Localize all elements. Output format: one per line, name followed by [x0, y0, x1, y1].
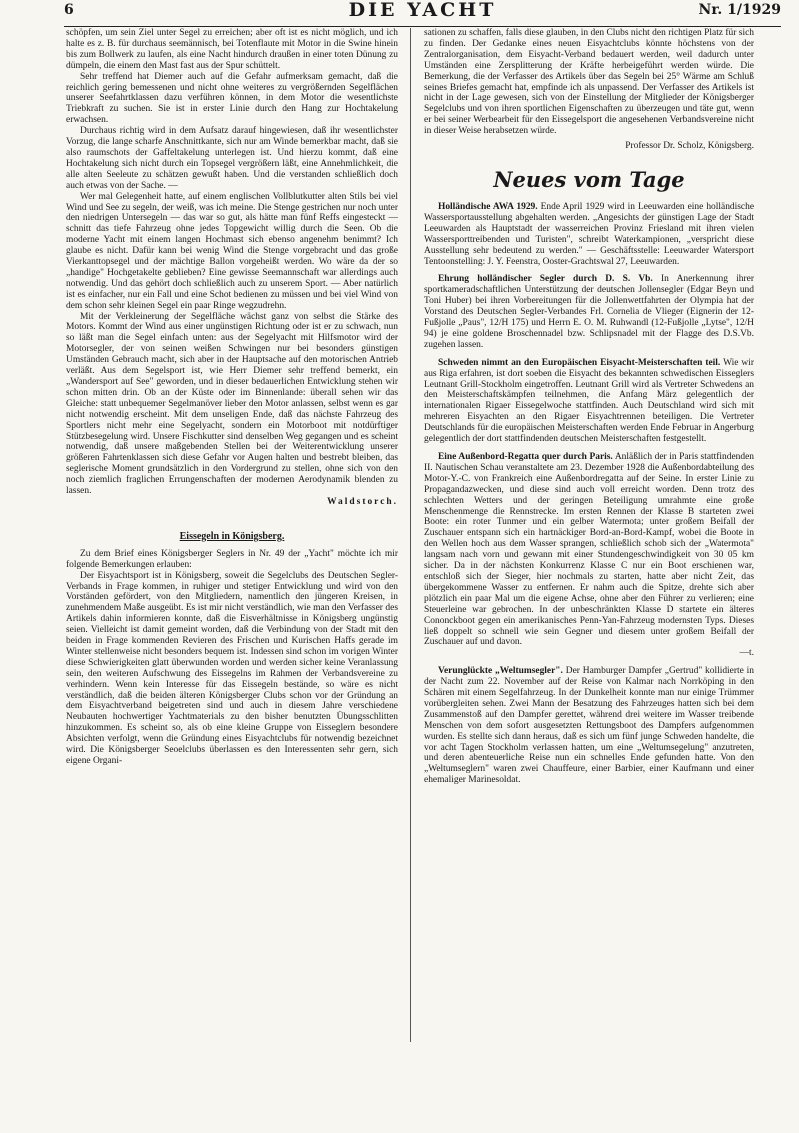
- news-item-body: Wie wir aus Riga erfahren, ist dort soeben die Eisyacht des bekannten schwedischen Eisseglers Leutnant Grill-Stockholm eingetroffen. Leutnant Grill wird als Vertreter Schwedens an den Meisterschaftskämpfen teilnehmen, die Anfang März gelegentlich der internationalen Rigaer Eissegelwoche stattfinden. Auch Deutschland wird sich mit mehreren Eisyachten an den Rigaer Eisyachtrennen beteiligen. Die Vertreter Deutschlands für die europäischen Meisterschaften werden Ende Februar in Angerburg gelegentlich der dort stattfindenden deutschen Meisterschaften festgestellt.: [424, 357, 755, 445]
- column-divider: [410, 28, 411, 1042]
- article-paragraph: Zu dem Brief eines Königsberger Seglers in Nr. 49 der „Yacht" möchte ich mir folgende Bemerkungen erlauben:: [66, 548, 398, 570]
- article-paragraph: Sehr treffend hat Diemer auch auf die Gefahr aufmerksam gemacht, daß die reichlich gering bemessenen und nicht ohne weiteres zu vergrößernden Segelflächen unserer Seefahrtklassen dazu verführen können, in dem Motor die wesentlichste Triebkraft zu suchen. Sie ist in erster Linie durch den Hang zur Hochtakelung erwachsen.: [66, 71, 398, 126]
- news-item-body: In Anerkennung ihrer sportkameradschaftlichen Unterstützung der deutschen Jollensegler (Edgar Beyn und Toni Huber) bei ihren Vorbereitungen für die Jollenwettfahrten der Olympia hat der Vorstand des Deutschen Segler-Verbandes Frl. Cornelia de Vlieger (Eignerin der 12-Fußjolle „Paus", 12/H 175) und Herrn E. O. M. Ruhwandl (12-Fußjolle „Lytse", 12/H 94) je eine goldene Broschennadel bzw. Schlipsnadel mit der Flagge des D.S.Vb. zugehen lassen.: [424, 274, 755, 350]
- news-item-body: Ende April 1929 wird in Leeuwarden eine holländische Wassersportausstellung abgehalten werden. „Angesichts der günstigen Lage der Stadt Leeuwarden als Hauptstadt der wasserreichen Provinz Friesland mit ihren vielen Wassersporttreibenden und Turisten", schreibt Waterkampionen, „verspricht diese Ausstellung sehr bedeutend zu werden." — Geschäftsstelle: Leeuwarder Watersport Tentoonstelling: J. Y. Feenstra, Ooster-Grachtswal 27, Leeuwarden.: [424, 201, 755, 267]
- article-paragraph: Mit der Verkleinerung der Segelfläche wächst ganz von selbst die Stärke des Motors. Kommt der Wind aus einer ungünstigen Richtung oder ist er zu schwach, nun so läßt man die Segel einfach unten: aus der Segelyacht mit Hilfsmotor wird der Motorsegler, der von seinen weißen Schwingen nur bei besonders günstigen Umständen Gebrauch macht, sich aber in der Hauptsache auf den motorischen Antrieb verläßt. Aus dem Segelsport ist, wie Herr Diemer sehr treffend bemerkt, ein „Wandersport auf See" geworden, und in dieser bedauerlichen Entwicklung stehen wir schon mitten drin. Ob an der Küste oder im Binnenlande: überall sehen wir das Gleiche: statt unbequemer Segelmanöver lieber den Motor anlassen, selbst wenn es gar nicht notwendig erscheint. Mit dem unseligen Ende, daß das nächste Fahrzeug des Sportlers nicht mehr eine Segelyacht, sondern ein Motorboot mit notdürftiger Stützbesegelung wird. Unsere Fischkutter sind denselben Weg gegangen und es scheint notwendig, daß unsere maßgebenden Stellen bei der Weiterentwicklung unserer größeren Fahrtenklassen sich diese Gefahr vor Augen halten und bestrebt bleiben, das seglerische Moment grundsätzlich in den Vordergrund zu stellen, ohne sich von den noch ziemlich fraglichen Errungenschaften der modernen Aerodynamik blenden zu lassen.: [66, 311, 398, 497]
- news-item-title: Holländische AWA 1929.: [438, 201, 538, 212]
- news-item: [424, 202, 754, 267]
- article-signature: Waldstorch.: [327, 496, 398, 507]
- article-paragraph: Wer mal Gelegenheit hatte, auf einem englischen Vollblutkutter alten Stils bei viel Wind und See zu segeln, der weiß, was ich meine. Die Stenge gestrichen nur noch unter den niedrigen Untersegeln — das war so gut, als hätte man fünf Reffs eingesteckt — schnitt das tiefe Fahrzeug ohne jedes Topgewicht willig durch die Seen. Ob die moderne Yacht mit einem langen Hochmast sich ebenso angenehm benimmt? Ich glaube es nicht. Dafür kann bei wenig Wind die Stenge vorgebracht und das große Vierkanttopsegel und der mächtige Ballon vorgeheißt werden. Wo wäre da der so „handige" Hochgetakelte geblieben? Eine gewisse Seemannschaft war allerdings auch notwendig. Und das gehört doch schließlich auch zu unserem Sport. — Aber natürlich ist es einfacher, nur ein Fall und eine Schot bedienen zu müssen und bei viel Wind von dem schon sehr kleinen Segel ein paar Ringe wegzudrehn.: [66, 191, 398, 311]
- right-column: [424, 28, 754, 786]
- page-number: 6: [64, 2, 74, 18]
- article-paragraph: Der Eisyachtsport ist in Königsberg, soweit die Segelclubs des Deutschen Segler-Verbands in Frage kommen, in ruhiger und stetiger Entwicklung und wird von den Vorständen gefördert, von den Mitgliedern, namentlich den jüngeren Kreisen, in zunehmendem Maße ausgeübt. Es ist mir nicht verständlich, wie man den Verfasser des Artikels dahin informieren konnte, daß die Eisverhältnisse in Königsberg ungünstig seien. Vielleicht ist damit gemeint worden, daß die Verbindung von der Stadt mit den beiden in Frage kommenden Revieren des Frischen und Kurischen Haffs gerade im Winter stellenweise nicht besonders bequem ist. Indessen sind schon im vorigen Winter diese Schwierigkeiten glatt überwunden worden und werden sicher keine Veranlassung sein, den weiteren Aufschwung des Eissegelns im Rahmen der Verbandsvereine zu verhindern. Wenn kein Interesse für das Eissegeln bestände, so wäre es nicht verständlich, daß die beiden älteren Königsberger Clubs schon vor der Gründung an dem Eisyachtverband beigetreten sind und auch in diesem Jahre verschiedene Neubauten hochwertiger Yachtmaterials zu den bisher benutzten Übungsschlitten hinzukommen. Es scheint so, als ob eine kleine Gruppe von Eisseglern besondere Absichten verfolgt, wenn die Gründung eines Eisyachtclubs für notwendig bezeichnet wird. Die Königsberger Seoelclubs überlassen es den Interessenten sehr gern, sich eigene Organi-: [66, 570, 398, 766]
- page-header: [64, 0, 781, 27]
- news-item-title: Schweden nimmt an den Europäischen Eisyacht-Meisterschaften teil.: [438, 357, 721, 368]
- article-end-mark: —t.: [739, 648, 754, 659]
- news-item: [424, 358, 754, 445]
- article-paragraph: sationen zu schaffen, falls diese glauben, in den Clubs nicht den richtigen Platz für sich zu finden. Der Gedanke eines neuen Eisyachtclubs könnte höchstens von der Zentralorganisation, dem Eisyacht-Verband bedauert werden, weil dadurch unter Umständen eine Zersplitterung der Kräfte herbeigeführt werden würde. Die Bemerkung, die der Verfasser des Artikels über das Segeln bei 25° Wärme am Schluß seines Briefes gemacht hat, empfinde ich als unpassend. Der Verfasser des Artikels ist nicht in der Lage gewesen, sich von der Einstellung der Mitglieder der Königsberger Segelclubs und von ihren sportlichen Eigenschaften zu überzeugen und täte gut, wenn er bei seiner Werbearbeit für den Eissegelsport die angesehenen Verbandsvereine nicht in dieser Weise herabsetzen würde.: [424, 28, 754, 137]
- news-item-body: Der Hamburger Dampfer „Gertrud" kollidierte in der Nacht zum 22. November auf der Reise von Kalmar nach Norrköping in den Schären mit einem Segelfahrzeug. In der Dunkelheit konnte man nur einige Trümmer vorübergleiten sehen. Zwei Mann der Besatzung des Fahrzeuges hatten sich bei dem Zusammenstoß auf den Dampfer gerettet, während drei weitere im Wasser treibende Menschen von dem sofort ausgesetzten Rettungsboot des Dampfers aufgenommen wurden. Es stellte sich dann heraus, daß es sich um fünf junge Schweden handelte, die vor acht Tagen Stockholm verlassen hatten, um eine „Weltumsegelung" anzutreten, und deren abenteuerliche Reise nun ein schnelles Ende gefunden hatte. Von den „Weltumseglern" waren zwei Chauffeure, einer Barbier, einer Kaufmann und einer ehemaliger Marinesoldat.: [424, 666, 755, 786]
- news-item-title: Verunglückte „Weltumsegler".: [438, 666, 563, 677]
- news-heading: Neues vom Tage: [493, 166, 685, 192]
- article-paragraph: Durchaus richtig wird in dem Aufsatz darauf hingewiesen, daß ihr wesentlichster Vorzug, die lange scharfe Anschnittkante, sich nur am Winde bemerkbar macht, daß sie also raumschots der Gaffeltakelung unterlegen ist. Und hierzu kommt, daß eine Hochtakelung sich nicht durch ein Topsegel vergrößern läßt, eine Annehmlichkeit, die alle alten Seeleute zu schätzen gewußt haben. Und die verstanden schließlich doch auch etwas von der Sache. —: [66, 126, 398, 191]
- news-item-body: Anläßlich der in Paris stattfindenden II. Nautischen Schau veranstaltete am 23. Dezember 1928 die Außenbordabteilung des Motor-Y.-C. von Frankreich eine Außenbordregatta auf der Seine. In erster Linie zu Propagandazwecken, und diese sind auch voll erreicht worden. Denn trotz des schlechten Wetters und der geringen Beteiligung umrahmte eine große Menschenmenge die Rennstrecke. Im ersten Rennen der Klasse B starteten zwei Boote: ein roter Tunmer und ein gelber Watermota; unter großem Beifall der Zuschauer entspann sich ein hartnäckiger Bord-an-Bord-Kampf, wobei die Boote in den Wellen hoch aus dem Wasser sprangen, schließlich schob sich der „Watermota" langsam nach vorn und gewann mit einer Stundengeschwindigkeit von 30 05 km sicher. Da in der nächsten Konkurrenz Klasse C nur ein Boot erschienen war, entschloß sich der Sieger, hier nochmals zu starten, hatte aber nicht Zeit, das übergekommene Wasser zu entfernen. Er nahm auch die Spitze, drehte sich aber plötzlich ein paar Mal um die eigene Achse, ohne aber den Führer zu verlieren; eine Steuerleine war gebrochen. In der unbeschränkten Klasse D startete ein älteres Cononckboot gegen ein amerikanisches Penn-Yan-Fahrzeug modernsten Typs. Dieses ließ doppelt so schnell wie sein Gegner und diesem unter großem Beifall der Zuschauer auf und davon.: [424, 452, 755, 648]
- article-paragraph: schöpfen, um sein Ziel unter Segel zu erreichen; aber oft ist es nicht möglich, und ich halte es z. B. für durchaus seemännisch, bei Totenflaute mit Motor in die Swine hinein bis zum Bollwerk zu laufen, als eine Nacht hindurch draußen in einer toten Dünung zu dümpeln, die einem den Mast fast aus der Spur schüttelt.: [66, 28, 398, 71]
- news-item-title: Eine Außenbord-Regatta quer durch Paris.: [438, 452, 613, 462]
- section-title: Eissegeln in Königsberg.: [179, 530, 285, 542]
- publication-title: DIE YACHT: [348, 0, 497, 21]
- news-item: [424, 666, 754, 786]
- article-signature: Professor Dr. Scholz, Königsberg.: [625, 141, 754, 152]
- news-item: [424, 452, 754, 648]
- left-column: [66, 28, 398, 767]
- news-item-title: Ehrung holländischer Segler durch D. S. Vb.: [438, 274, 653, 285]
- news-item: [424, 274, 754, 350]
- issue-number: Nr. 1/1929: [698, 2, 781, 18]
